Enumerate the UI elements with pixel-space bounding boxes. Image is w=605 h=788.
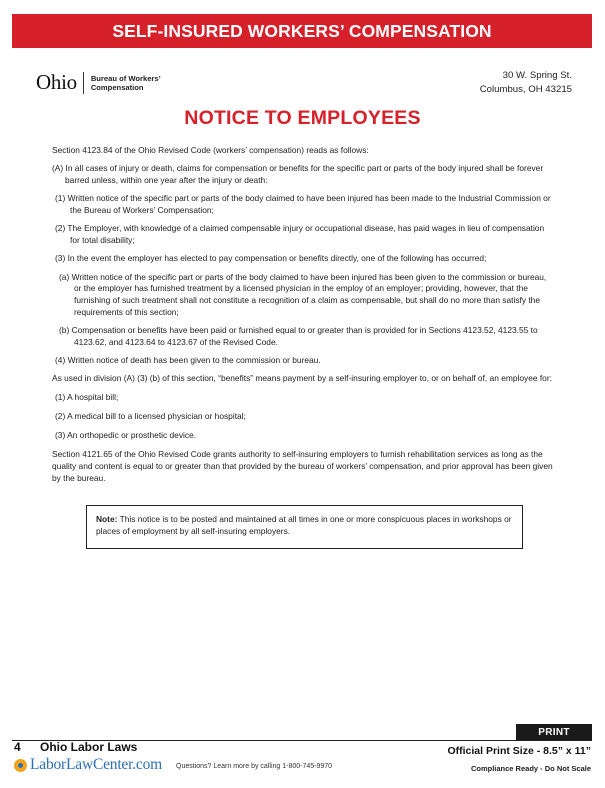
- logo-divider: [83, 72, 84, 94]
- division-a-2: (2) The Employer, with knowledge of a claimed compensable injury or occupational disease, has paid wages in lieu of compensation for total disability;: [55, 223, 545, 245]
- notice-body: [52, 145, 556, 491]
- logo-ohio-wordmark: Ohio: [36, 70, 77, 94]
- posting-note-box: [86, 505, 523, 549]
- laborlawcenter-icon: [14, 759, 27, 772]
- note-label: Note:: [96, 514, 118, 524]
- note-text: This notice is to be posted and maintained at all times in one or more conspicuous places in workshops or places of employment by all self-insuring employers.: [96, 514, 512, 536]
- division-a-3-a: (a) Written notice of the specific part or parts of the body claimed to have been injured has been given to the commission or bureau, or the employer has furnished treatment by a licensed physician in the employ of an employer; providing, however, that the furnishing of such treatment shall not constitute a recognition of a claim as compensable, but shall do no more than satisfy the requirements of this section;: [59, 271, 547, 317]
- laborlawcenter-logo[interactable]: [14, 756, 162, 774]
- page-number: 4: [14, 740, 21, 754]
- benefit-item-1: (1) A hospital bill;: [55, 391, 119, 402]
- division-a-4: (4) Written notice of death has been given to the commission or bureau.: [55, 355, 321, 365]
- bureau-address: [480, 69, 572, 97]
- division-a-3-b: (b) Compensation or benefits have been paid or furnished equal to or greater than is provided for in Sections 4123.52, 4123.55 to 4123.62, and 4123.64 to 4123.67 of the Revised Code.: [59, 325, 538, 347]
- benefit-item-3: (3) An orthopedic or prosthetic device.: [55, 430, 197, 441]
- closing-paragraph: Section 4121.65 of the Ohio Revised Code grants authority to self-insuring employers to furnish rehabilitation services as long as the quality and content is equal to or greater than that provided by the bureau of workers’ compensation, and prior approval has been given by the bureau.: [52, 449, 553, 483]
- benefits-paragraph: As used in division (A) (3) (b) of this section, “benefits” means payment by a self-insuring employer to, or on behalf of, an employee for:: [52, 373, 552, 384]
- bwc-logo: [36, 70, 161, 95]
- notice-title: NOTICE TO EMPLOYEES: [184, 107, 421, 129]
- division-a: (A) In all cases of injury or death, claims for compensation or benefits for the specific part or parts of the body injured shall be forever barred unless, within one year after the injury or death:: [52, 163, 544, 185]
- compliance-note: Compliance Ready - Do Not Scale: [470, 764, 591, 773]
- questions-contact: Questions? Learn more by calling 1-800-745-9970: [176, 763, 333, 770]
- footer-title: Ohio Labor Laws: [40, 740, 138, 754]
- division-a-3: (3) In the event the employer has elected to pay compensation or benefits directly, one of the following has occurred;: [55, 253, 487, 264]
- logo-bureau-line1: Bureau of Workers’: [90, 73, 161, 83]
- print-button[interactable]: PRINT: [516, 724, 592, 740]
- intro-paragraph: Section 4123.84 of the Ohio Revised Code (workers’ compensation) reads as follows:: [52, 145, 369, 155]
- laborlawcenter-wordmark: LaborLawCenter.com: [30, 756, 162, 773]
- page-banner: SELF-INSURED WORKERS’ COMPENSATION: [12, 14, 592, 48]
- address-line1: 30 W. Spring St.: [502, 70, 572, 81]
- benefit-item-2: (2) A medical bill to a licensed physician or hospital;: [55, 410, 246, 421]
- logo-bureau-line2: Compensation: [90, 82, 144, 92]
- logo-bureau-name: [91, 74, 161, 92]
- official-print-size: Official Print Size - 8.5” x 11”: [447, 745, 591, 757]
- address-line2: Columbus, OH 43215: [479, 84, 572, 95]
- division-a-1: (1) Written notice of the specific part or parts of the body claimed to have been injured has been made to the Industrial Commission or the Bureau of Workers’ Compensation;: [55, 193, 551, 215]
